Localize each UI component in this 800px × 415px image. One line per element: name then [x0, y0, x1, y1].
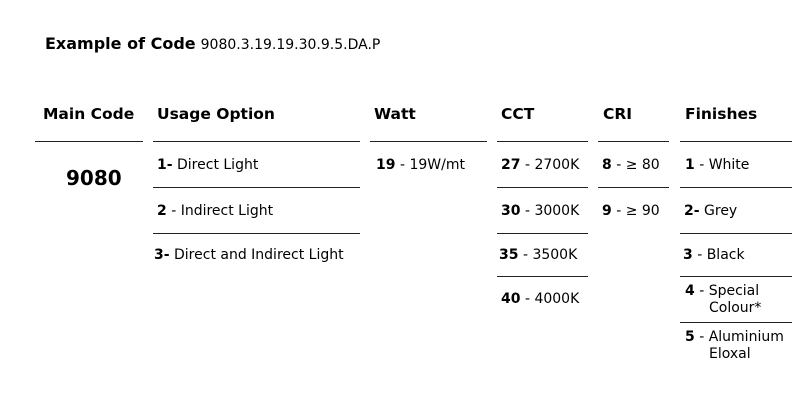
example-code-value: 9080.3.19.19.30.9.5.DA.P	[200, 37, 381, 53]
finish-option-text: - White	[699, 157, 750, 173]
example-code-title	[45, 34, 380, 53]
usage-option-text: Direct Light	[177, 157, 259, 173]
cct-option-text: - 3000K	[524, 203, 580, 219]
watt-option-number: 19	[376, 157, 396, 173]
header-divider-cct	[497, 141, 588, 142]
cct-option-text: - 2700K	[524, 157, 580, 173]
finish-option-number: 1	[685, 157, 695, 173]
finish-option-text-line2: Colour*	[709, 300, 762, 316]
cct-divider	[497, 187, 588, 188]
usage-option-1	[157, 157, 258, 174]
cct-option-3	[499, 247, 577, 264]
header-usage-option: Usage Option	[157, 105, 275, 123]
header-divider-watt	[370, 141, 487, 142]
usage-option-2	[157, 203, 273, 220]
watt-option-text: - 19W/mt	[399, 157, 465, 173]
cri-option-text: - ≥ 90	[616, 203, 660, 219]
header-finishes: Finishes	[685, 105, 758, 123]
cri-option-number: 8	[602, 157, 612, 173]
usage-option-number: 3-	[154, 247, 170, 263]
cri-option-2	[602, 203, 660, 220]
header-divider-cri	[598, 141, 669, 142]
usage-option-number: 1-	[157, 157, 173, 173]
finishes-divider	[680, 187, 792, 188]
header-divider-usage	[153, 141, 360, 142]
header-main-code: Main Code	[43, 105, 135, 123]
header-divider-finishes	[680, 141, 792, 142]
cri-option-1	[602, 157, 660, 174]
finish-option-5	[685, 329, 784, 363]
cct-option-number: 35	[499, 247, 519, 263]
cct-option-4	[501, 291, 579, 308]
cri-divider	[598, 187, 669, 188]
finish-option-2	[684, 203, 737, 220]
usage-divider	[153, 233, 360, 234]
finish-option-number: 5	[685, 329, 695, 345]
cct-option-1	[501, 157, 579, 174]
header-cct: CCT	[501, 105, 535, 123]
cct-option-number: 30	[501, 203, 521, 219]
cct-divider	[497, 233, 588, 234]
finishes-divider	[680, 233, 792, 234]
watt-option-1	[376, 157, 465, 174]
usage-divider	[153, 187, 360, 188]
usage-option-3	[154, 247, 344, 264]
main-code-value: 9080	[66, 166, 122, 190]
finish-option-1	[685, 157, 749, 174]
finish-option-text: - Aluminium	[699, 329, 784, 345]
finish-option-3	[683, 247, 745, 264]
cri-option-number: 9	[602, 203, 612, 219]
cct-divider	[497, 276, 588, 277]
finishes-divider	[680, 276, 792, 277]
usage-option-text: Direct and Indirect Light	[174, 247, 344, 263]
finish-option-number: 4	[685, 283, 695, 299]
example-code-label: Example of Code	[45, 34, 196, 53]
usage-option-number: 2	[157, 203, 167, 219]
finish-option-number: 2-	[684, 203, 700, 219]
cct-option-number: 40	[501, 291, 521, 307]
cct-option-2	[501, 203, 579, 220]
cct-option-text: - 4000K	[524, 291, 580, 307]
finish-option-text-line2: Eloxal	[709, 346, 751, 362]
finish-option-text: Grey	[704, 203, 738, 219]
header-cri: CRI	[603, 105, 633, 123]
header-divider-main-code	[35, 141, 143, 142]
finish-option-text: - Black	[697, 247, 745, 263]
cct-option-number: 27	[501, 157, 521, 173]
header-watt: Watt	[374, 105, 416, 123]
cri-option-text: - ≥ 80	[616, 157, 660, 173]
usage-option-text: - Indirect Light	[171, 203, 274, 219]
finishes-divider	[680, 322, 792, 323]
finish-option-text: - Special	[699, 283, 760, 299]
finish-option-4	[685, 283, 761, 317]
cct-option-text: - 3500K	[522, 247, 578, 263]
finish-option-number: 3	[683, 247, 693, 263]
